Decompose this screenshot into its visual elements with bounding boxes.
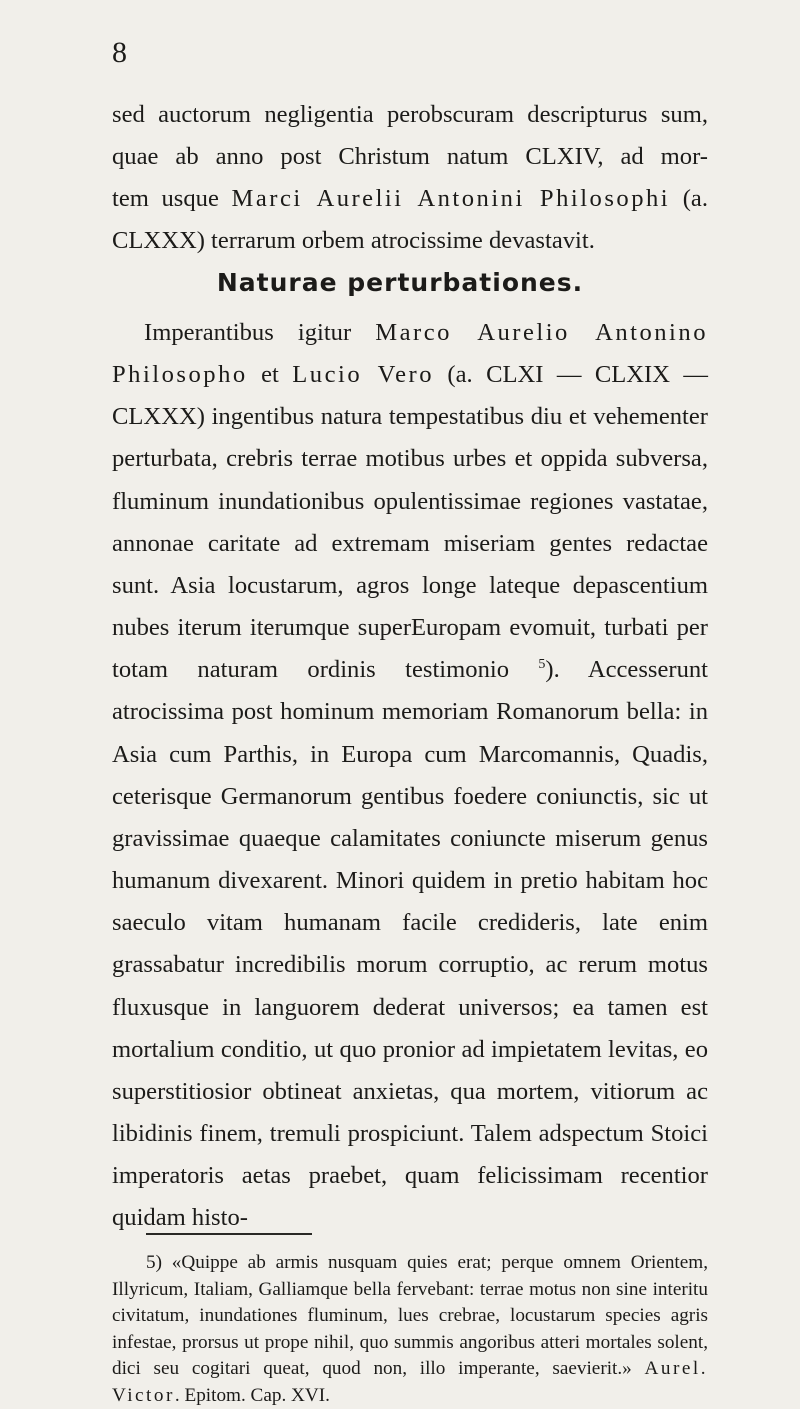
- footnote-paragraph: [112, 1250, 708, 1409]
- body-text: (a. CLXI — CLXIX — CLXXX) ingentibus natura tempestatibus diu et vehementer perturbata, crebris terrae motibus urbes et oppida subversa, fluminum inundationibus opulentissimae regiones vastatae, annonae caritate ad extremam miseriam gentes redactae sunt. Asia locustarum, agros longe lateque depascentium nubes iterum iterumque superEuropam evomuit, turbati per totam naturam ordinis testimonio: [112, 361, 709, 684]
- intro-text: sed auctorum negligentia perobscuram descripturus sum,: [112, 101, 708, 128]
- coemperor-name: Lucio Vero: [292, 361, 435, 389]
- page-number: 8: [112, 36, 127, 69]
- section-heading: Naturae perturbationes.: [216, 268, 584, 297]
- footnote-author: Aurel. Victor: [112, 1358, 708, 1406]
- emperor-name: Marci Aurelii Antonini Philosophi: [231, 185, 671, 213]
- main-paragraph: [112, 312, 708, 1239]
- intro-text: (a.: [670, 185, 708, 213]
- footnote-divider: [146, 1233, 312, 1235]
- footnote: [112, 1250, 708, 1409]
- body-text: Imperantibus igitur: [144, 319, 376, 346]
- intro-line: [112, 94, 708, 136]
- body-paragraph: [112, 312, 708, 1239]
- intro-line: [112, 220, 708, 262]
- body-text: ). Accesserunt atrocissima post hominum memoriam Romanorum bella: in Asia cum Parthis, in Europa cum Marcomannis, Quadis, ceterisque Germanorum gentibus foedere coniunctis, sic ut gravissimae quaeque calamitates coniuncte miserum genus humanum divexarent. Minori quidem in pretio habitam hoc saeculo vitam humanam facile credideris, late enim grassabatur incredibilis morum corruptio, ac rerum motus fluxusque in languorem dederat universos; ea tamen est mortalium conditio, ut quo pronior ad impietatem levitas, eo superstitiosior obtineat anxietas, qua mortem, vitiorum ac libidinis finem, tremuli prospiciunt. Talem adspectum Stoici imperatoris aetas praebet, quam felicissimam recentior quidam histo-: [112, 656, 709, 1232]
- footnote-reference[interactable]: 5: [538, 657, 546, 673]
- body-text: et: [247, 361, 293, 389]
- intro-text: tem usque: [112, 185, 232, 213]
- footnote-text: 5) «Quippe ab armis nusquam quies erat; perque omnem Orientem, Illyricum, Italiam, Galliamque bella fervebant: terrae motus non sine interitu civitatum, inundationes fluminum, lues crebrae, locustarum species agris infestae, prorsus ut prope nihil, quo summis angoribus atteri mortales solent, dici seu cogitari queat, quod non, illo imperante, saevierit.»: [112, 1252, 708, 1379]
- emperor-name: Marco Aurelio Antonino Philosopho: [112, 319, 708, 389]
- intro-text: CLXXX) terrarum orbem atrocissime devastavit.: [112, 227, 595, 255]
- intro-line: [112, 178, 708, 220]
- intro-line: [112, 136, 708, 178]
- intro-paragraph: [112, 94, 708, 262]
- footnote-text: . Epitom. Cap. XVI.: [174, 1384, 330, 1406]
- intro-text: quae ab anno post Christum natum CLXIV, ad mor-: [112, 143, 708, 171]
